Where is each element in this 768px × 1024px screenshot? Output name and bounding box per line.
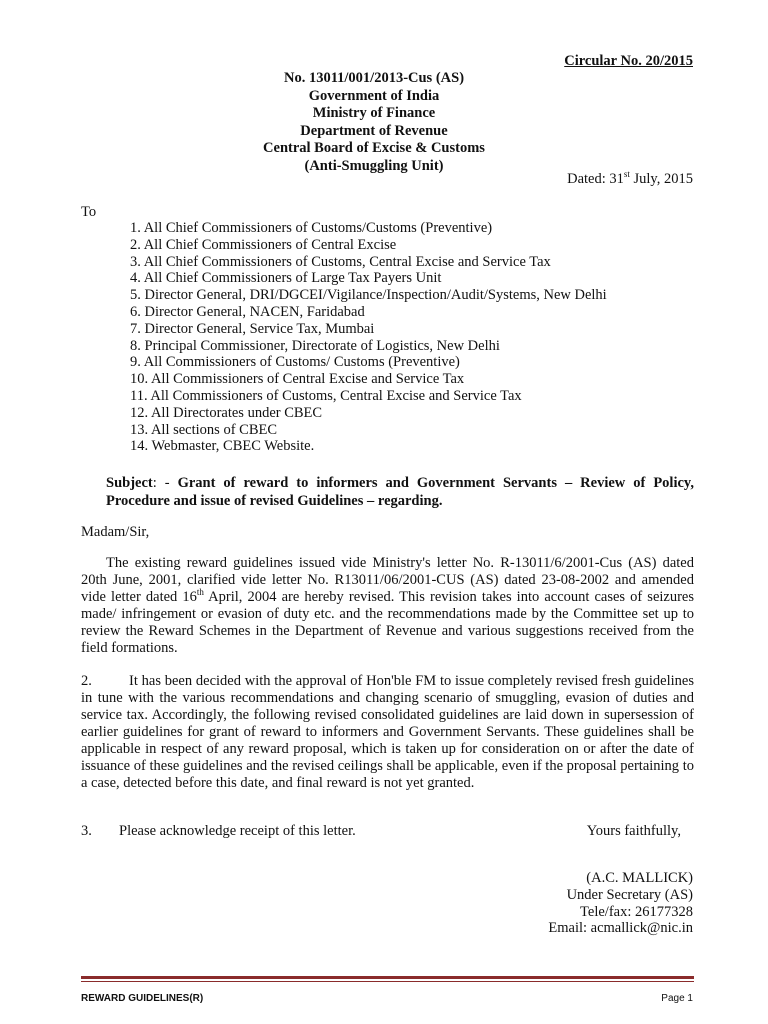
dated-prefix: Dated: 31 — [567, 171, 624, 187]
footer-rule-thin — [81, 981, 694, 982]
addressee-item: 14. Webmaster, CBEC Website. — [130, 438, 315, 455]
signatory-email: Email: acmallick@nic.in — [548, 920, 693, 937]
header-line-board: Central Board of Excise & Customs — [263, 140, 485, 156]
paragraph-2-number: 2. — [81, 673, 92, 689]
addressee-item: 10. All Commissioners of Central Excise and Service Tax — [130, 371, 465, 388]
paragraph-3 — [81, 823, 356, 840]
paragraph-3-text: Please acknowledge receipt of this letter. — [119, 823, 356, 839]
subject-line — [106, 474, 694, 510]
addressee-item: 9. All Commissioners of Customs/ Customs (Preventive) — [130, 354, 460, 371]
page-number: Page 1 — [661, 993, 693, 1004]
dated-suffix: July, 2015 — [629, 171, 693, 187]
footer-title: REWARD GUIDELINES(R) — [81, 993, 204, 1004]
subject-label: Subject — [106, 475, 153, 491]
paragraph-3-number: 3. — [81, 823, 92, 839]
addressee-item: 6. Director General, NACEN, Faridabad — [130, 303, 365, 320]
addressee-item: 1. All Chief Commissioners of Customs/Customs (Preventive) — [130, 220, 493, 236]
paragraph-2-text: It has been decided with the approval of Hon'ble FM to issue completely revised fresh guidelines in tune with the various recommendations and changing scenario of smuggling, evasion of duties and service tax. Accordingly, the following revised consolidated guidelines are laid down in supersession of earlier guidelines for grant of reward to informers and Government Servants. These guidelines shall be applicable in respect of any reward proposal, which is taken up for consideration on or after the date of issuance of these guidelines and the revised ceilings shall be applicable, even if the proposal pertaining to a case, detected before this date, and final reward is not yet granted. — [81, 673, 694, 791]
addressee-item: 5. Director General, DRI/DGCEI/Vigilance/Inspection/Audit/Systems, New Delhi — [130, 287, 607, 304]
paragraph-1-text-a: The existing reward guidelines issued vide Ministry's letter No. R-13011/6/2001-Cus (AS) dated 20th June, 2001, clarified vide letter No. R13011/06/2001-CUS (AS) dated 23-08-2002 and amended vide letter dated 16 — [81, 555, 694, 605]
header-line-government: Government of India — [308, 87, 440, 104]
signatory-designation: Under Secretary (AS) — [566, 886, 693, 903]
circular-number: Circular No. 20/2015 — [564, 53, 693, 69]
addressee-item: 2. All Chief Commissioners of Central Excise — [130, 236, 397, 253]
addressee-item: 4. All Chief Commissioners of Large Tax Payers Unit — [130, 270, 442, 287]
paragraph-2 — [81, 673, 694, 792]
footer-rule-thick — [81, 976, 694, 979]
closing-line: Yours faithfully, — [586, 823, 681, 839]
subject-separator: : - — [152, 475, 178, 491]
addressee-item: 12. All Directorates under CBEC — [130, 404, 323, 421]
addressee-item: 13. All sections of CBEC — [130, 421, 278, 438]
file-number: No. 13011/001/2013-Cus (AS) — [283, 70, 465, 86]
addressee-item: 7. Director General, Service Tax, Mumbai — [130, 320, 375, 337]
addressee-item: 3. All Chief Commissioners of Customs, Central Excise and Service Tax — [130, 253, 551, 270]
paragraph-1-text-b: April, 2004 are hereby revised. This revision takes into account cases of seizures made/ infringement or evasion of duty etc. and the recommendations made by the Committee set up to review the Reward Schemes in the Department of Revenue and various suggestions received from the field formations. — [81, 589, 695, 656]
salutation: Madam/Sir, — [81, 524, 150, 540]
dated-line — [567, 171, 693, 188]
letter-header — [0, 70, 768, 175]
signature-block — [548, 870, 693, 937]
subject-text: Grant of reward to informers and Government Servants – Review of Policy, Procedure and issue of revised Guidelines – regarding. — [106, 475, 694, 509]
header-line-department: Department of Revenue — [300, 122, 448, 139]
header-line-unit: (Anti-Smuggling Unit) — [304, 157, 444, 174]
paragraph-1 — [81, 555, 694, 657]
addressee-list — [130, 220, 607, 455]
signatory-name: (A.C. MALLICK) — [586, 870, 693, 886]
addressee-item: 11. All Commissioners of Customs, Central Excise and Service Tax — [130, 387, 522, 404]
paragraph-1-ordinal: th — [196, 587, 204, 598]
addressee-item: 8. Principal Commissioner, Directorate of Logistics, New Delhi — [130, 337, 500, 354]
signatory-phone: Tele/fax: 26177328 — [580, 903, 693, 920]
dated-ordinal: st — [623, 169, 630, 180]
to-label: To — [81, 204, 97, 220]
header-line-ministry: Ministry of Finance — [312, 105, 436, 121]
